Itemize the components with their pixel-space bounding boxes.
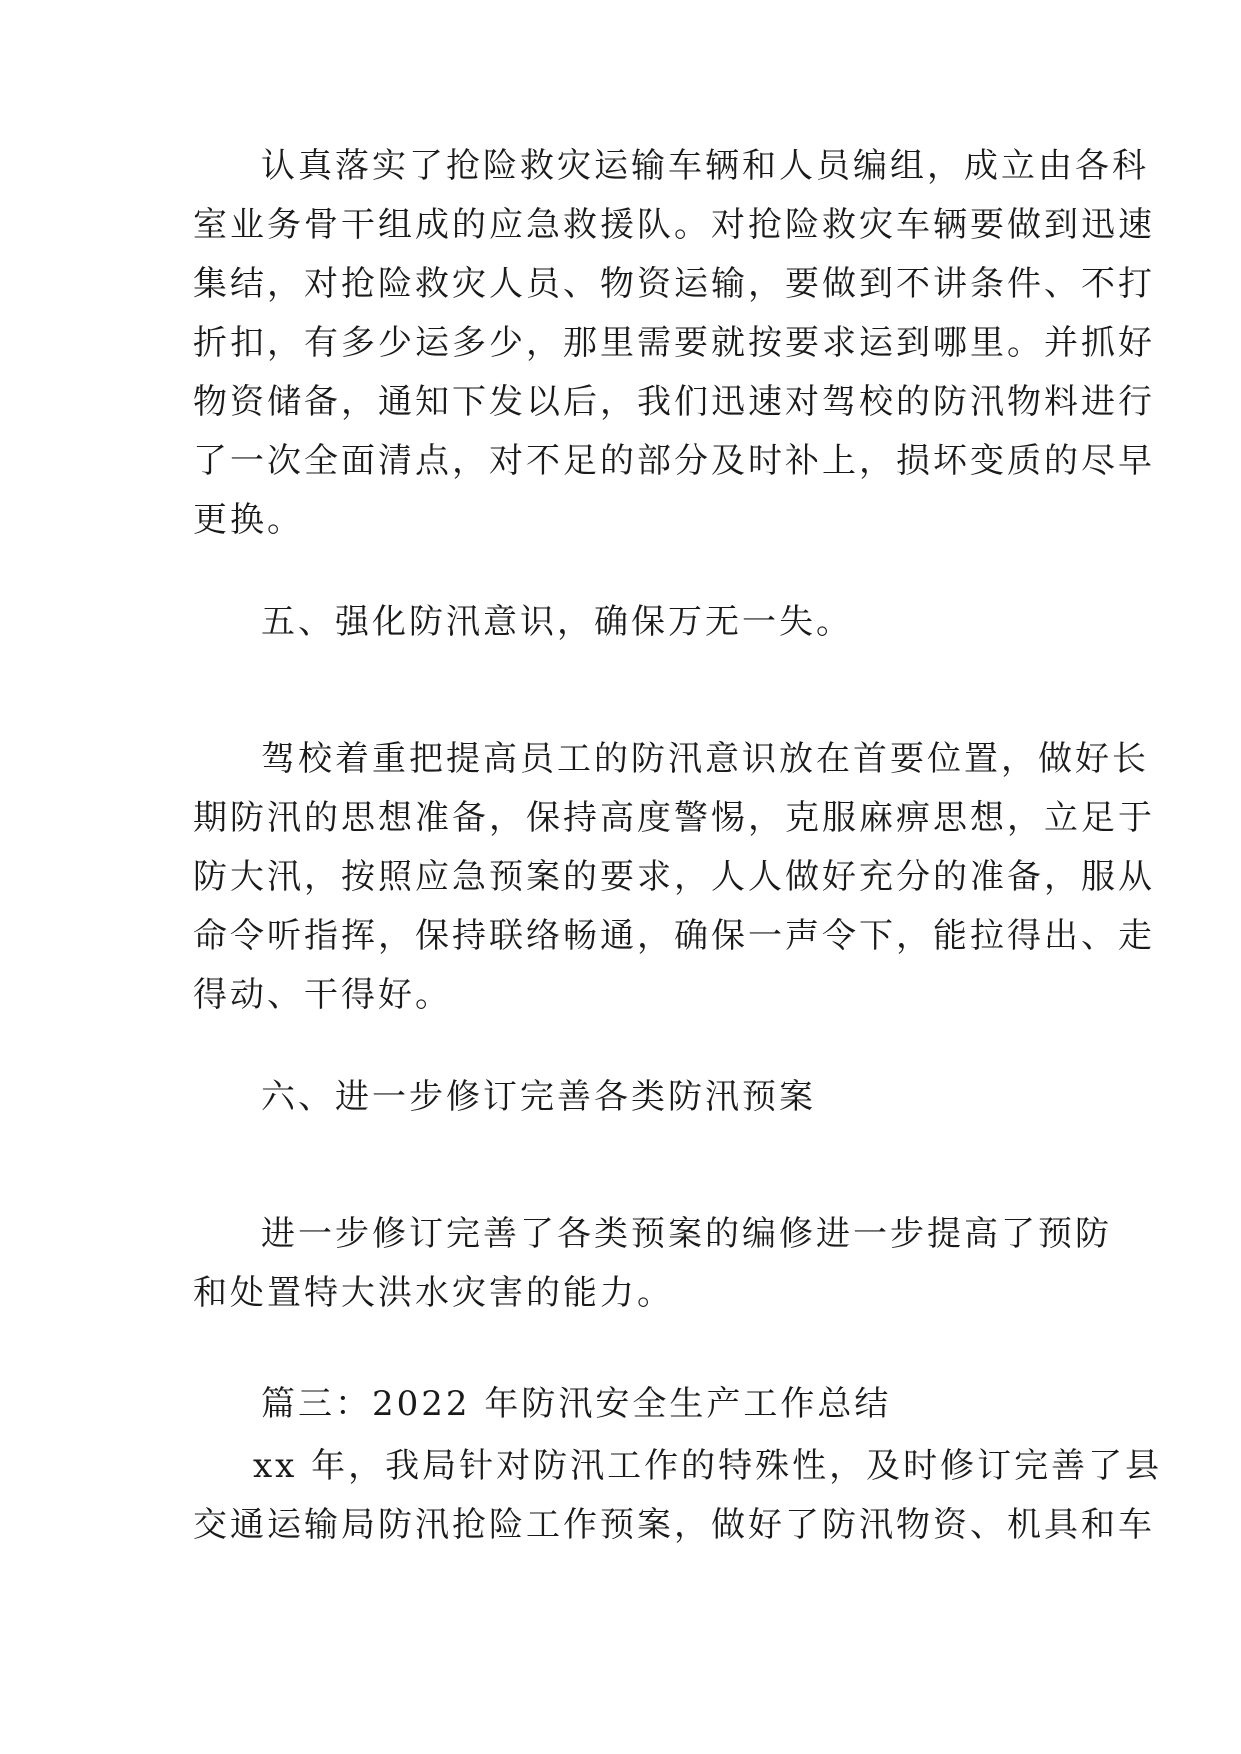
paragraph-line: xx 年，我局针对防汛工作的特殊性，及时修订完善了县 [253,1446,1163,1486]
paragraph-line: 集结，对抢险救灾人员、物资运输，要做到不讲条件、不打 [193,264,1155,304]
paragraph-line: 进一步修订完善了各类预案的编修进一步提高了预防 [261,1214,1112,1254]
paragraph-line: 防大汛，按照应急预案的要求，人人做好充分的准备，服从 [193,857,1155,897]
section-heading-five: 五、强化防汛意识，确保万无一失。 [261,602,853,642]
paragraph-rescue-transport [193,137,1155,550]
part-three-heading: 篇三：2022 年防汛安全生产工作总结 [261,1384,892,1424]
paragraph-line: 室业务骨干组成的应急救援队。对抢险救灾车辆要做到迅速 [193,205,1155,245]
paragraph-bureau-summary [193,1437,1163,1555]
paragraph-line: 驾校着重把提高员工的防汛意识放在首要位置，做好长 [261,739,1149,779]
paragraph-line: 和处置特大洪水灾害的能力。 [193,1273,674,1313]
paragraph-line: 期防汛的思想准备，保持高度警惕，克服麻痹思想，立足于 [193,798,1155,838]
paragraph-line: 更换。 [193,500,304,540]
paragraph-line: 认真落实了抢险救灾运输车辆和人员编组，成立由各科 [261,146,1149,186]
paragraph-line: 折扣，有多少运多少，那里需要就按要求运到哪里。并抓好 [193,323,1155,363]
paragraph-plan-revision [193,1205,1112,1323]
paragraph-line: 得动、干得好。 [193,975,452,1015]
paragraph-line: 了一次全面清点，对不足的部分及时补上，损坏变质的尽早 [193,441,1155,481]
section-heading-six: 六、进一步修订完善各类防汛预案 [261,1077,816,1117]
paragraph-flood-awareness [193,730,1155,1025]
paragraph-line: 交通运输局防汛抢险工作预案，做好了防汛物资、机具和车 [193,1505,1155,1545]
paragraph-line: 命令听指挥，保持联络畅通，确保一声令下，能拉得出、走 [193,916,1155,956]
paragraph-line: 物资储备，通知下发以后，我们迅速对驾校的防汛物料进行 [193,382,1155,422]
